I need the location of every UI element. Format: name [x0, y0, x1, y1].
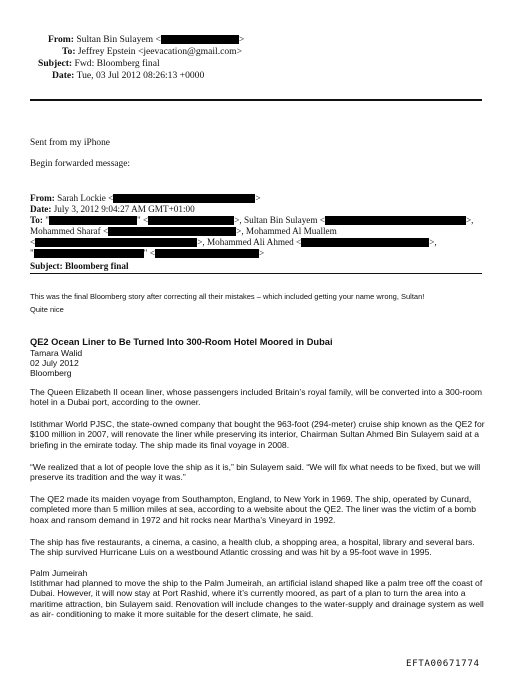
redaction-box: [161, 35, 239, 44]
redaction-box: [113, 194, 255, 203]
header-subject-line: [38, 58, 160, 69]
forwarded-to-label: To:: [30, 215, 43, 225]
forwarded-from-label: From:: [30, 193, 55, 203]
article-source: Bloomberg: [30, 368, 72, 378]
to-quote-open-2: ": [30, 248, 34, 258]
document-id: EFTA00671774: [406, 658, 480, 669]
redaction-box: [108, 227, 236, 236]
forwarded-subject-line: [30, 261, 129, 271]
header-date-line: [52, 70, 204, 81]
header-from-value: Sultan Bin Sulayem <: [76, 34, 161, 45]
forwarded-to-line-2: [30, 226, 337, 236]
to-ahmed: >, Mohammed Ali Ahmed <: [197, 237, 302, 247]
header-date-label: Date:: [52, 70, 75, 81]
header-subject-label: Subject:: [38, 58, 73, 69]
forwarded-date-value: July 3, 2012 9:04:27 AM GMT+01:00: [53, 204, 195, 214]
redaction-box: [155, 249, 259, 258]
to-close: >: [259, 248, 265, 258]
forwarded-to-line-4: [30, 248, 264, 258]
header-from-label: From:: [48, 34, 74, 45]
to-quote-close: " <: [137, 215, 149, 225]
forwarded-divider: [30, 273, 482, 274]
note-line-2: Quite nice: [30, 305, 64, 314]
redaction-box: [301, 238, 429, 247]
header-subject-value: Fwd: Bloomberg final: [74, 58, 160, 69]
forwarded-from-value: Sarah Lockie <: [57, 193, 114, 203]
forwarded-to-line-1: [30, 215, 473, 225]
header-to-label: To:: [62, 46, 76, 57]
redaction-box: [49, 216, 137, 225]
article-paragraph-4: The QE2 made its maiden voyage from Southampton, England, to New York in 1969. The ship, operated by Cunard, completed more than 5 million miles at sea, according to a website about the QE2. The liner was the victim of a bomb hoax and ransom demand in 1972 and hit rocks near Martha’s Vineyard in 1992.: [30, 494, 476, 525]
to-line3-end: >,: [429, 237, 437, 247]
to-quote-open: ": [45, 215, 49, 225]
to-sultan: >, Sultan Bin Sulayem <: [234, 215, 325, 225]
redaction-box: [34, 249, 144, 258]
header-divider: [30, 99, 482, 101]
redaction-box: [35, 238, 197, 247]
sent-from-line: Sent from my iPhone: [30, 138, 110, 148]
to-lt: <: [30, 237, 36, 247]
article-headline: QE2 Ocean Liner to Be Turned Into 300-Room Hotel Moored in Dubai: [30, 337, 333, 347]
header-to-value: Jeffrey Epstein <jeevacation@gmail.com>: [77, 46, 243, 57]
header-to-line: [62, 46, 242, 57]
redaction-box: [325, 216, 466, 225]
forwarded-to-line-3: [30, 237, 437, 247]
header-from-line: [48, 34, 244, 45]
begin-forwarded-line: Begin forwarded message:: [30, 159, 130, 169]
article-paragraph-3: “We realized that a lot of people love the ship as it is,” bin Sulayem said. “We will fix what needs to be fixed, but we will preserve its tradition and the way it was.”: [30, 462, 481, 483]
forwarded-from-close: >: [255, 193, 261, 203]
article-date: 02 July 2012: [30, 358, 79, 368]
article-paragraph-6: Istithmar had planned to move the ship to the Palm Jumeirah, an artificial island shaped like a palm tree off the coast of Dubai. However, it will now stay at Port Rashid, where it’s currently moored, as part of a plan to turn the area into a maritime attraction, bin Sulayem said. Renovation will include changes to the water-supply and drainage system as well as air- conditioning to make it more suitable for the desert climate, he said.: [30, 578, 484, 620]
forwarded-date-label: Date:: [30, 204, 52, 214]
to-quote-close-2: " <: [143, 248, 155, 258]
forwarded-from-line: [30, 193, 261, 203]
forwarded-subject-value: Bloomberg final: [64, 261, 129, 271]
article-author: Tamara Walid: [30, 348, 83, 358]
article-subheading: Palm Jumeirah: [30, 568, 88, 578]
header-from-close: >: [238, 34, 245, 45]
redaction-box: [148, 216, 234, 225]
forwarded-date-line: [30, 204, 195, 214]
article-paragraph-2: Istithmar World PJSC, the state-owned company that bought the 963-foot (294-meter) cruise ship known as the QE2 for $100 million in 2007, will renovate the liner while preserving its interior, Chairman Sultan Ahmed Bin Sulayem said at a briefing in the emirate today. The ship made its final voyage in 2008.: [30, 419, 485, 450]
to-muallem: >, Mohammed Al Muallem: [236, 226, 337, 236]
to-line1-end: >,: [466, 215, 474, 225]
article-paragraph-1: The Queen Elizabeth II ocean liner, whose passengers included Britain’s royal family, will be converted into a 300-room hotel in a Dubai port, according to the owner.: [30, 387, 483, 408]
forwarded-subject-label: Subject:: [30, 261, 63, 271]
note-line-1: This was the final Bloomberg story after correcting all their mistakes – which included getting your name wrong, Sultan!: [30, 292, 425, 301]
header-date-value: Tue, 03 Jul 2012 08:26:13 +0000: [76, 70, 205, 81]
article-paragraph-5: The ship has five restaurants, a cinema, a casino, a health club, a shopping area, a hospital, library and several bars. The ship survived Hurricane Luis on a westbound Atlantic crossing and was hit by a 95-foot wave in 1995.: [30, 537, 475, 558]
to-sharaf: Mohammed Sharaf <: [30, 226, 109, 236]
